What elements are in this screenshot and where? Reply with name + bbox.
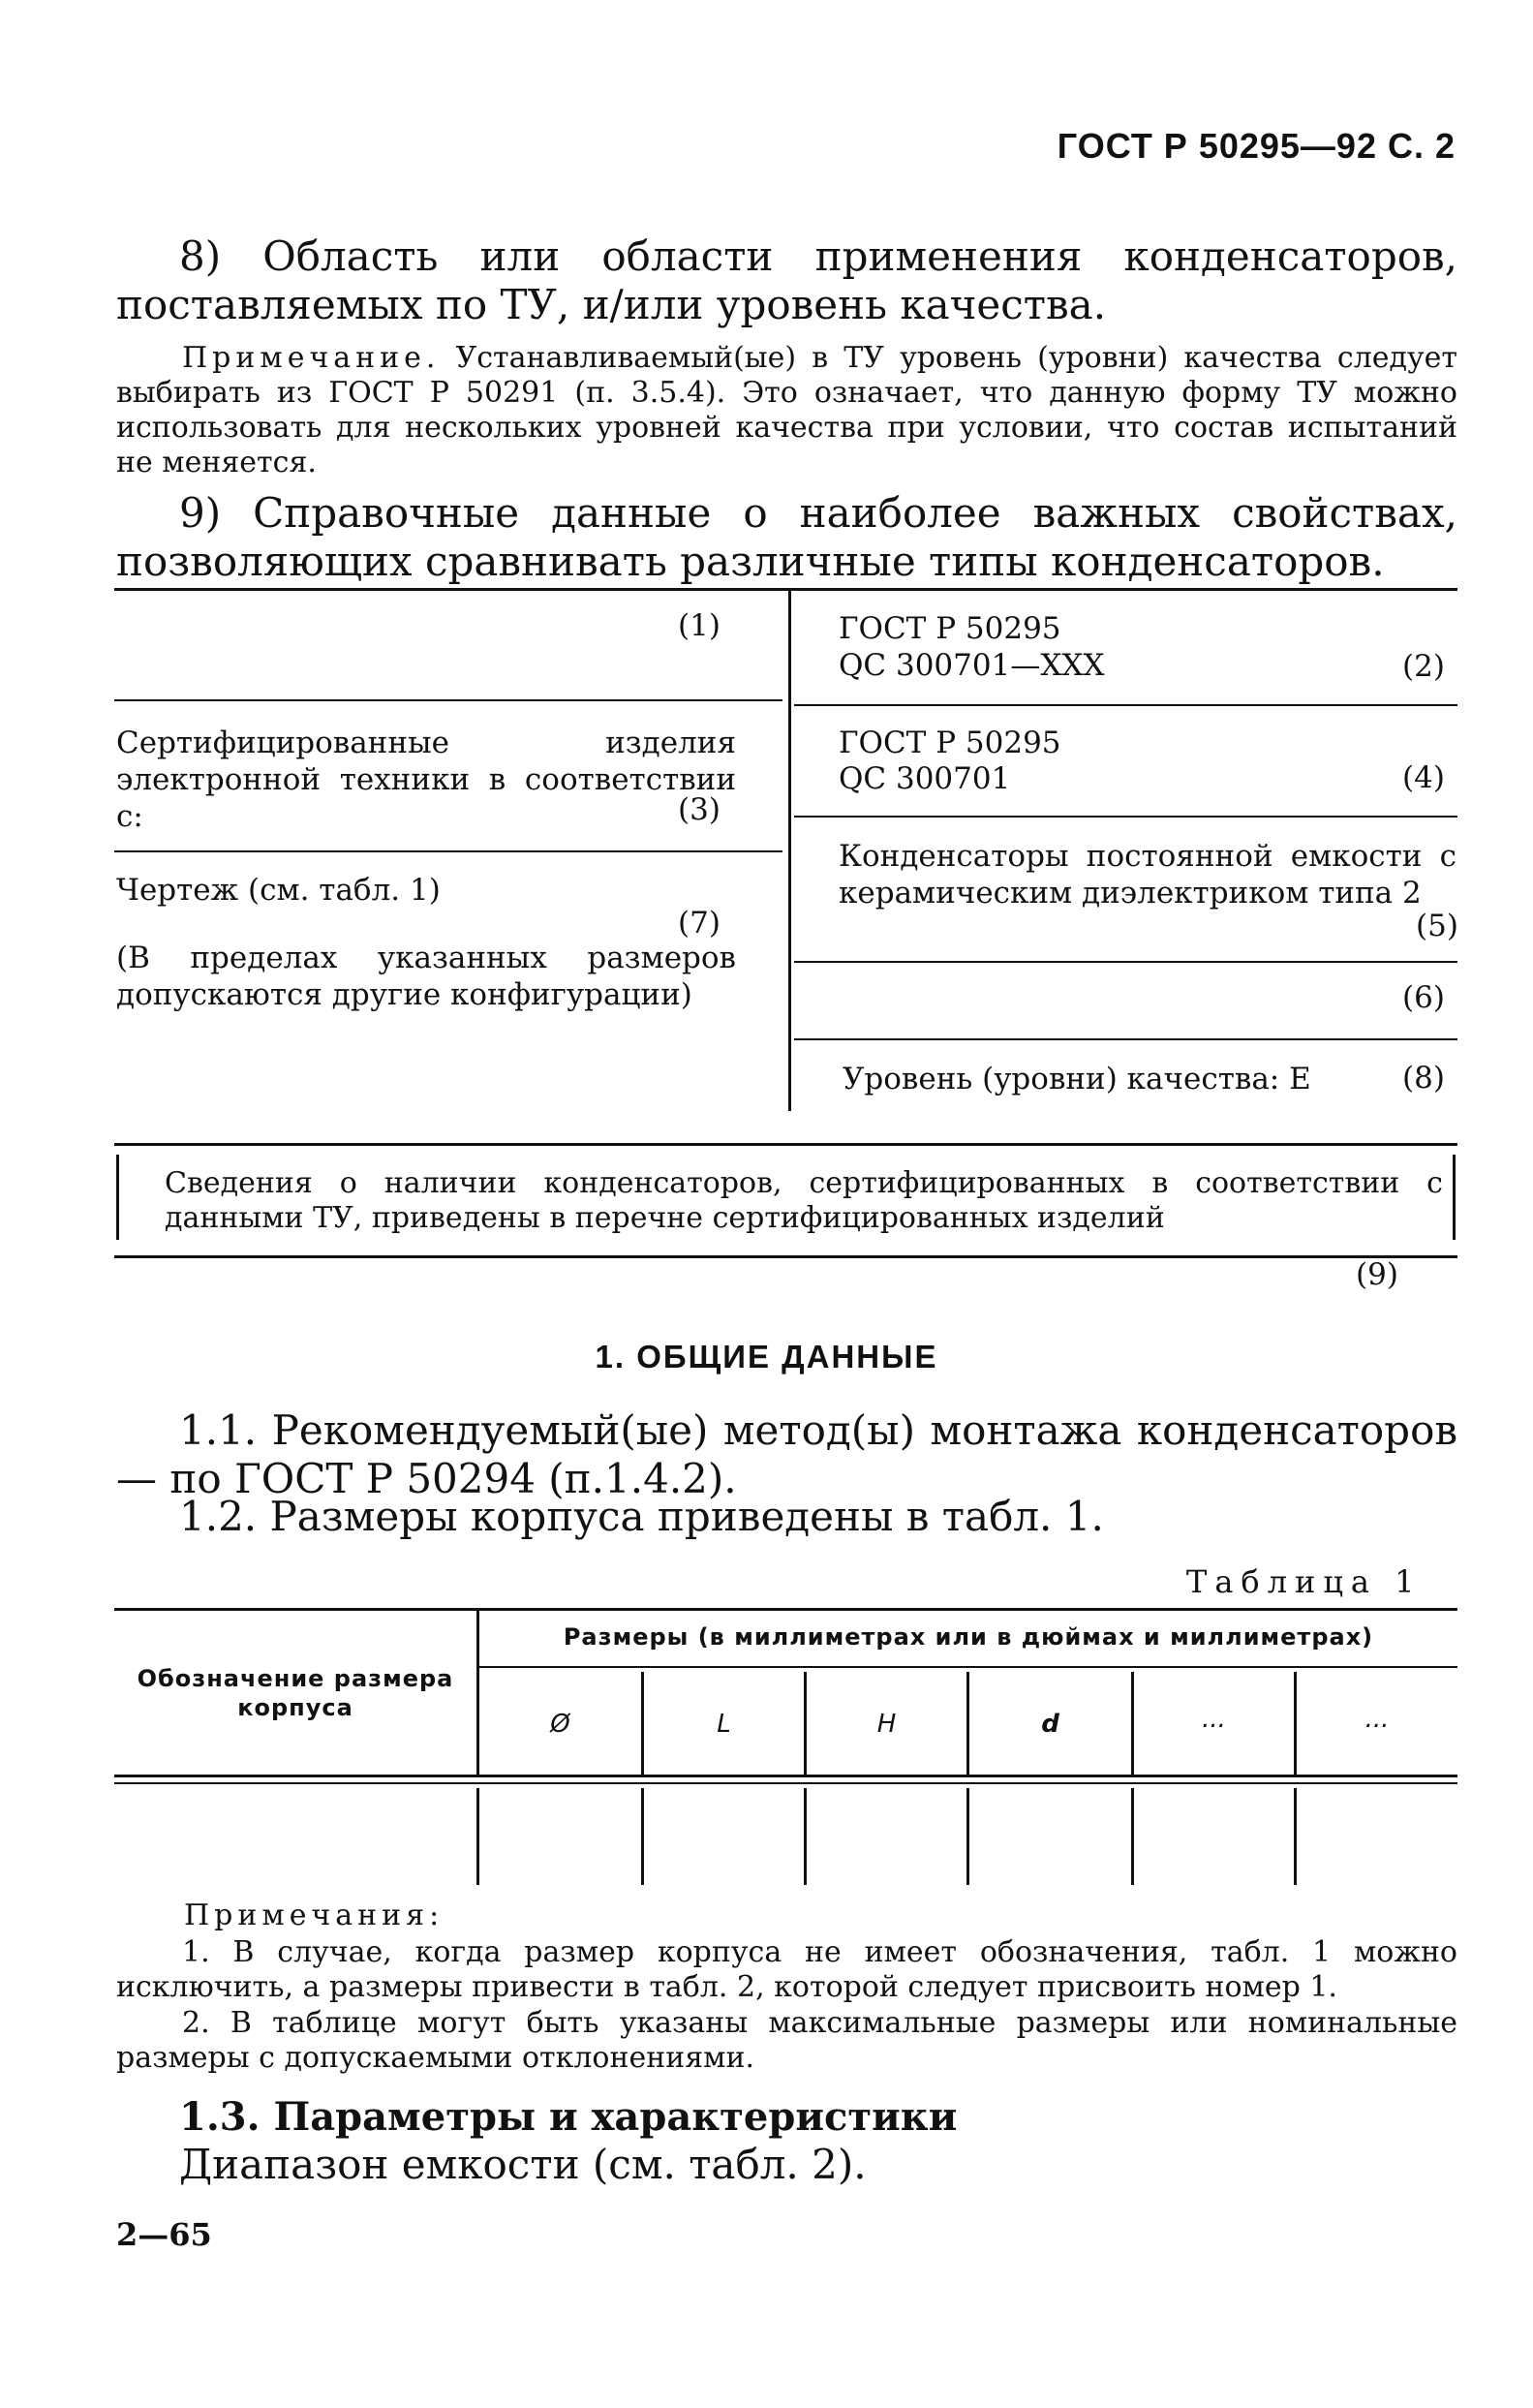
availability-left-bar [116,1155,119,1240]
form-right-rule-1 [794,704,1457,706]
table-1-body-sep-0 [476,1788,479,1885]
form-right-rule-2 [794,816,1457,818]
section-1-title: 1. ОБЩИЕ ДАННЫЕ [595,1339,938,1374]
page-header: ГОСТ Р 50295—92 С. 2 [1057,126,1456,166]
form-marker-4: (4) [1402,760,1445,795]
note-8-text: Устанавливаемый(ые) в ТУ уровень (уровни) качества следует выбирать из ГОСТ Р 50291 (п. 3.5.4). Это означает, что данную форму ТУ можно использовать для нескольких уровней качества при условии, что состав испытаний не меняется. [116,341,1457,479]
table-1-header-double-rule [114,1782,1457,1784]
item-9: 9) Справочные данные о наиболее важных свойствах, позволяющих сравнивать различные типы конденсаторов. [116,489,1457,585]
table-1-header-bottom-rule [114,1775,1457,1777]
form-gost-2: ГОСТ Р 50295 [839,725,1061,760]
section-1-3-text: Диапазон емкости (см. табл. 2). [179,2141,867,2188]
table-1-body-sep-2 [804,1788,807,1885]
form-left-rule-1 [114,699,782,701]
table-1-col-ellipsis-2: ... [1364,1705,1390,1734]
form-configs: (В пределах указанных размеров допускаются другие конфигурации) [116,941,736,1012]
form-certified: Сертифицированные изделия электронной техники в соответствии с: [116,725,736,834]
note-8-label: Примечание. [182,341,441,375]
table-1-subheader-rule [479,1666,1457,1668]
availability-top-rule [114,1143,1457,1146]
form-left-rule-2 [114,850,782,852]
availability-marker-9: (9) [1356,1257,1398,1292]
form-qc-2: QC 300701 [839,761,1011,796]
note-2: 2. В таблице могут быть указаны максимальные размеры или номинальные размеры с допускаемыми отклонениями. [116,2006,1457,2075]
page-number: 2—65 [116,2216,212,2253]
form-marker-7: (7) [678,906,721,941]
table-1-group-header: Размеры (в миллиметрах или в дюймах и миллиметрах) [563,1623,1374,1651]
form-marker-2: (2) [1402,649,1445,684]
table-1-top-rule [114,1608,1457,1611]
availability-text: Сведения о наличии конденсаторов, сертифицированных в соответствии с данными ТУ, приведены в перечне сертифицированных изделий [165,1166,1443,1235]
form-quality: Уровень (уровни) качества: Е [843,1062,1311,1096]
form-marker-1: (1) [678,608,721,643]
form-capacitors: Конденсаторы постоянной емкости с керамическим диэлектриком типа 2 [839,839,1456,911]
table-1-row-header: Обозначение размера корпуса [137,1665,454,1721]
notes-label: Примечания: [184,1899,445,1932]
table-1-caption: Таблица 1 [1186,1563,1423,1600]
table-1-col-diameter: Ø [550,1710,570,1739]
table-1-col-ellipsis-1: ... [1202,1705,1226,1734]
form-divider [788,588,791,1111]
table-1-col-d: d [1041,1710,1059,1739]
form-drawing: Чертеж (см. табл. 1) [116,873,441,908]
form-marker-5: (5) [1416,909,1458,943]
table-1-header-divider [476,1608,479,1775]
table-1-body-sep-1 [641,1788,644,1885]
paragraph-1-1: 1.1. Рекомендуемый(ые) метод(ы) монтажа конденсаторов — по ГОСТ Р 50294 (п.1.4.2). [116,1406,1457,1502]
form-gost-1: ГОСТ Р 50295 [839,611,1061,646]
form-right-rule-4 [794,1038,1457,1040]
form-qc-1: QC 300701—XXX [839,648,1105,683]
table-1-col-h: H [876,1710,897,1739]
availability-bottom-rule [114,1255,1457,1258]
item-8: 8) Область или области применения конденсаторов, поставляемых по ТУ, и/или уровень качества. [116,232,1457,328]
table-1-body-sep-5 [1294,1788,1297,1885]
note-8 [116,341,1457,480]
form-marker-3: (3) [678,792,721,827]
section-1-3-title: 1.3. Параметры и характеристики [179,2094,958,2140]
form-top-rule [114,588,1457,591]
paragraph-1-2: 1.2. Размеры корпуса приведены в табл. 1. [179,1493,1104,1540]
form-marker-6: (6) [1402,980,1445,1015]
table-1-col-l: L [717,1710,731,1739]
form-marker-8: (8) [1402,1061,1445,1096]
table-1-body-sep-4 [1131,1788,1134,1885]
availability-right-bar [1453,1155,1456,1240]
form-right-rule-3 [794,961,1457,963]
table-1-body-sep-3 [966,1788,969,1885]
note-1: 1. В случае, когда размер корпуса не имеет обозначения, табл. 1 можно исключить, а размеры привести в табл. 2, которой следует присвоить номер 1. [116,1935,1457,2004]
